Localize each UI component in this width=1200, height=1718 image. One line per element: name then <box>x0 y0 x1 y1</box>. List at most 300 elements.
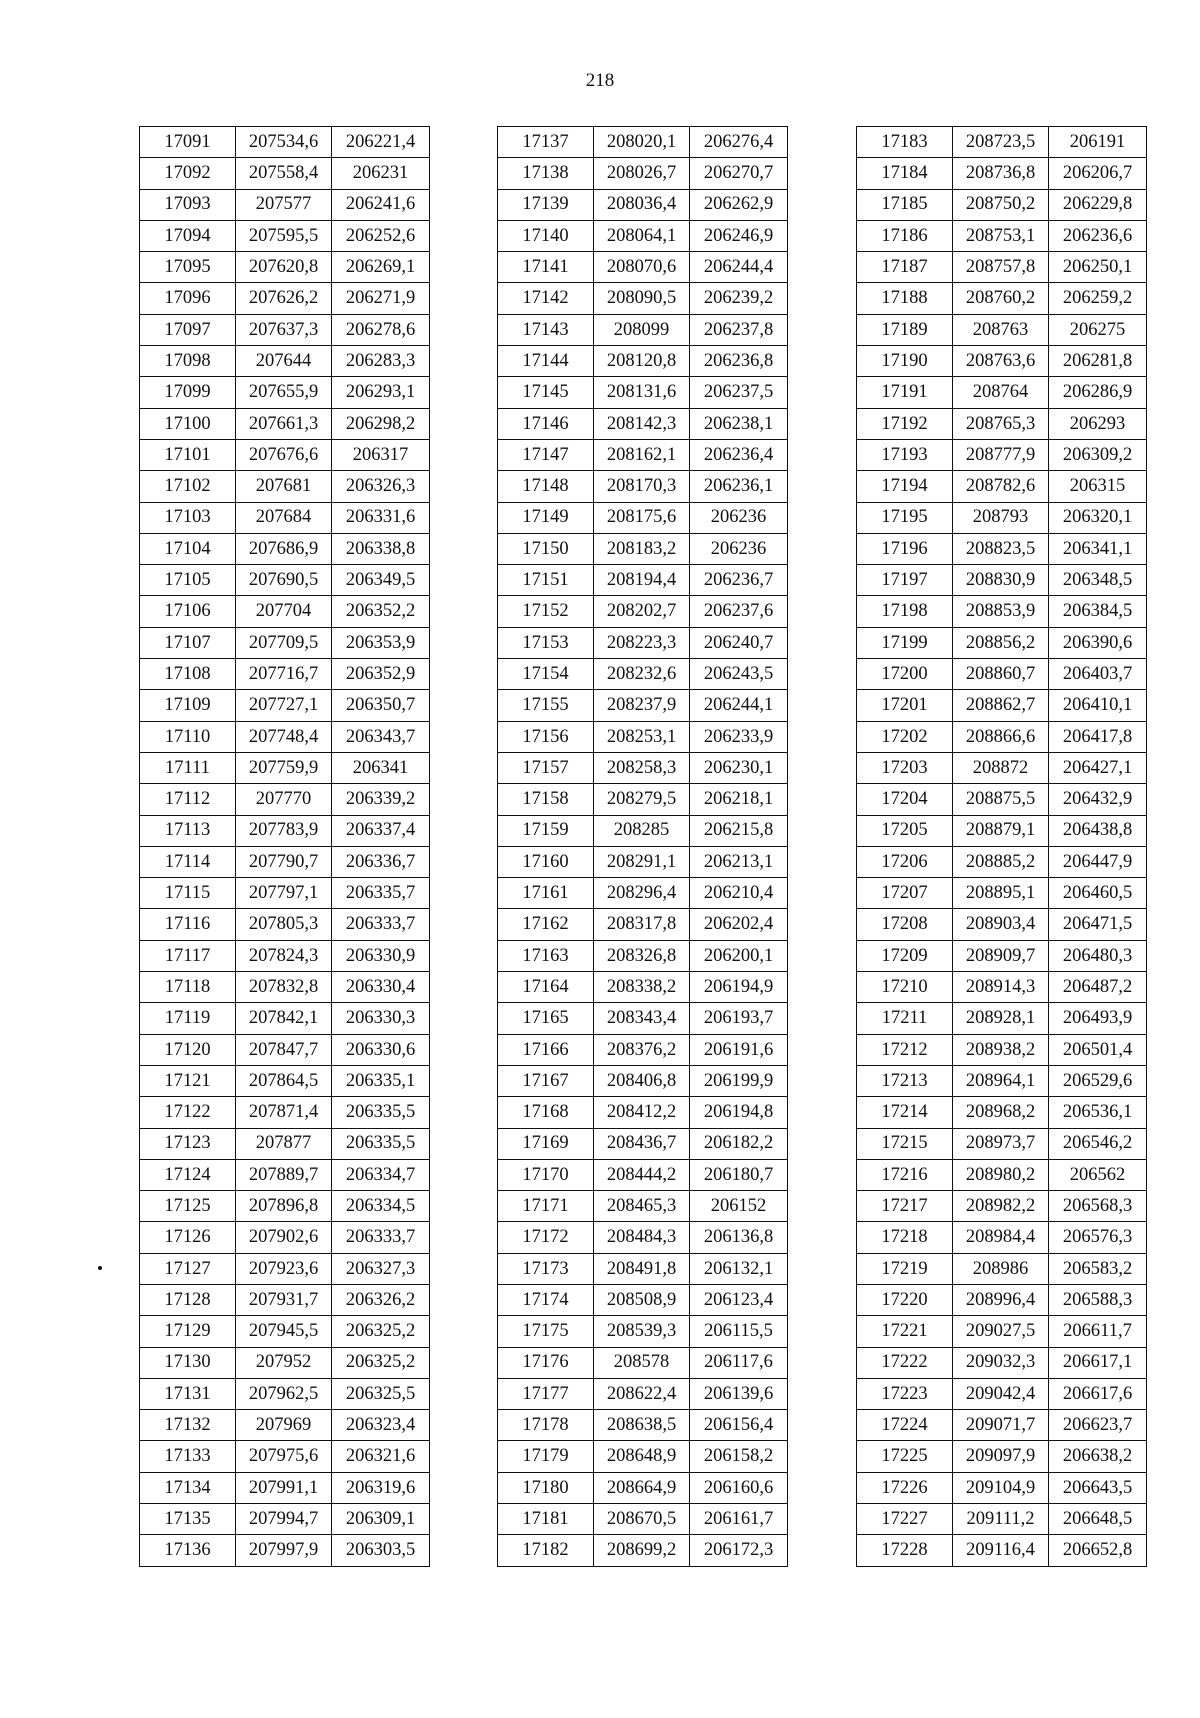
y-coordinate-cell: 206115,5 <box>690 1316 788 1347</box>
table-row <box>498 502 788 533</box>
table-row <box>857 1347 1147 1378</box>
table-row <box>857 346 1147 377</box>
table-row <box>140 1253 430 1284</box>
y-coordinate-cell: 206236,4 <box>690 439 788 470</box>
table-row <box>498 377 788 408</box>
x-coordinate-cell: 207655,9 <box>236 377 332 408</box>
x-coordinate-cell: 207931,7 <box>236 1284 332 1315</box>
point-number-cell: 17173 <box>498 1253 594 1284</box>
y-coordinate-cell: 206182,2 <box>690 1128 788 1159</box>
y-coordinate-cell: 206611,7 <box>1049 1316 1147 1347</box>
x-coordinate-cell: 208508,9 <box>594 1284 690 1315</box>
y-coordinate-cell: 206210,4 <box>690 878 788 909</box>
table-row <box>498 189 788 220</box>
x-coordinate-cell: 207716,7 <box>236 659 332 690</box>
point-number-cell: 17203 <box>857 752 953 783</box>
point-number-cell: 17204 <box>857 784 953 815</box>
point-number-cell: 17115 <box>140 878 236 909</box>
table-row <box>498 815 788 846</box>
table-row <box>498 846 788 877</box>
y-coordinate-cell: 206331,6 <box>332 502 430 533</box>
table-row <box>140 940 430 971</box>
x-coordinate-cell: 208823,5 <box>953 533 1049 564</box>
table-row <box>140 127 430 158</box>
x-coordinate-cell: 208317,8 <box>594 909 690 940</box>
x-coordinate-cell: 208853,9 <box>953 596 1049 627</box>
y-coordinate-cell: 206136,8 <box>690 1222 788 1253</box>
y-coordinate-cell: 206480,3 <box>1049 940 1147 971</box>
table-row <box>857 127 1147 158</box>
point-number-cell: 17186 <box>857 220 953 251</box>
table-row <box>857 1504 1147 1535</box>
x-coordinate-cell: 207644 <box>236 346 332 377</box>
table-row <box>857 377 1147 408</box>
y-coordinate-cell: 206237,8 <box>690 314 788 345</box>
y-coordinate-cell: 206236,8 <box>690 346 788 377</box>
point-number-cell: 17161 <box>498 878 594 909</box>
point-number-cell: 17177 <box>498 1378 594 1409</box>
y-coordinate-cell: 206236,1 <box>690 471 788 502</box>
y-coordinate-cell: 206326,3 <box>332 471 430 502</box>
point-number-cell: 17163 <box>498 940 594 971</box>
y-coordinate-cell: 206348,5 <box>1049 565 1147 596</box>
point-number-cell: 17194 <box>857 471 953 502</box>
point-number-cell: 17141 <box>498 252 594 283</box>
point-number-cell: 17223 <box>857 1378 953 1409</box>
y-coordinate-cell: 206353,9 <box>332 627 430 658</box>
table-row <box>857 408 1147 439</box>
x-coordinate-cell: 208412,2 <box>594 1097 690 1128</box>
x-coordinate-cell: 208982,2 <box>953 1191 1049 1222</box>
y-coordinate-cell: 206200,1 <box>690 940 788 971</box>
y-coordinate-cell: 206191 <box>1049 127 1147 158</box>
y-coordinate-cell: 206241,6 <box>332 189 430 220</box>
x-coordinate-cell: 208914,3 <box>953 972 1049 1003</box>
table-row <box>140 909 430 940</box>
table-row <box>140 189 430 220</box>
y-coordinate-cell: 206546,2 <box>1049 1128 1147 1159</box>
coordinates-table-2 <box>497 126 788 1567</box>
point-number-cell: 17135 <box>140 1504 236 1535</box>
y-coordinate-cell: 206202,4 <box>690 909 788 940</box>
point-number-cell: 17123 <box>140 1128 236 1159</box>
y-coordinate-cell: 206236,6 <box>1049 220 1147 251</box>
table-row <box>140 533 430 564</box>
x-coordinate-cell: 207686,9 <box>236 533 332 564</box>
y-coordinate-cell: 206352,9 <box>332 659 430 690</box>
point-number-cell: 17118 <box>140 972 236 1003</box>
x-coordinate-cell: 209032,3 <box>953 1347 1049 1378</box>
point-number-cell: 17162 <box>498 909 594 940</box>
x-coordinate-cell: 208175,6 <box>594 502 690 533</box>
table-row <box>857 220 1147 251</box>
point-number-cell: 17208 <box>857 909 953 940</box>
point-number-cell: 17112 <box>140 784 236 815</box>
point-number-cell: 17211 <box>857 1003 953 1034</box>
x-coordinate-cell: 207871,4 <box>236 1097 332 1128</box>
y-coordinate-cell: 206617,1 <box>1049 1347 1147 1378</box>
x-coordinate-cell: 207923,6 <box>236 1253 332 1284</box>
y-coordinate-cell: 206623,7 <box>1049 1410 1147 1441</box>
point-number-cell: 17101 <box>140 439 236 470</box>
x-coordinate-cell: 208909,7 <box>953 940 1049 971</box>
point-number-cell: 17150 <box>498 533 594 564</box>
table-row <box>140 1504 430 1535</box>
x-coordinate-cell: 208860,7 <box>953 659 1049 690</box>
x-coordinate-cell: 208879,1 <box>953 815 1049 846</box>
x-coordinate-cell: 207783,9 <box>236 815 332 846</box>
table-row <box>140 252 430 283</box>
x-coordinate-cell: 207902,6 <box>236 1222 332 1253</box>
x-coordinate-cell: 208343,4 <box>594 1003 690 1034</box>
x-coordinate-cell: 207790,7 <box>236 846 332 877</box>
x-coordinate-cell: 208036,4 <box>594 189 690 220</box>
point-number-cell: 17191 <box>857 377 953 408</box>
point-number-cell: 17108 <box>140 659 236 690</box>
x-coordinate-cell: 207896,8 <box>236 1191 332 1222</box>
y-coordinate-cell: 206194,8 <box>690 1097 788 1128</box>
table-row <box>498 1284 788 1315</box>
table-row <box>498 346 788 377</box>
x-coordinate-cell: 207709,5 <box>236 627 332 658</box>
table-row <box>140 471 430 502</box>
x-coordinate-cell: 208980,2 <box>953 1159 1049 1190</box>
point-number-cell: 17213 <box>857 1065 953 1096</box>
table-row <box>498 1003 788 1034</box>
x-coordinate-cell: 208020,1 <box>594 127 690 158</box>
point-number-cell: 17171 <box>498 1191 594 1222</box>
point-number-cell: 17124 <box>140 1159 236 1190</box>
table-row <box>498 784 788 815</box>
y-coordinate-cell: 206161,7 <box>690 1504 788 1535</box>
x-coordinate-cell: 208237,9 <box>594 690 690 721</box>
y-coordinate-cell: 206638,2 <box>1049 1441 1147 1472</box>
table-row <box>140 346 430 377</box>
table-row <box>857 1316 1147 1347</box>
x-coordinate-cell: 208996,4 <box>953 1284 1049 1315</box>
x-coordinate-cell: 208764 <box>953 377 1049 408</box>
table-row <box>857 1378 1147 1409</box>
x-coordinate-cell: 208763 <box>953 314 1049 345</box>
point-number-cell: 17129 <box>140 1316 236 1347</box>
y-coordinate-cell: 206152 <box>690 1191 788 1222</box>
y-coordinate-cell: 206236,7 <box>690 565 788 596</box>
table-row <box>498 596 788 627</box>
point-number-cell: 17127 <box>140 1253 236 1284</box>
table-row <box>140 1441 430 1472</box>
y-coordinate-cell: 206438,8 <box>1049 815 1147 846</box>
x-coordinate-cell: 208491,8 <box>594 1253 690 1284</box>
point-number-cell: 17137 <box>498 127 594 158</box>
x-coordinate-cell: 209042,4 <box>953 1378 1049 1409</box>
table-row <box>498 1347 788 1378</box>
x-coordinate-cell: 208070,6 <box>594 252 690 283</box>
table-row <box>140 752 430 783</box>
point-number-cell: 17212 <box>857 1034 953 1065</box>
table-row <box>498 533 788 564</box>
point-number-cell: 17102 <box>140 471 236 502</box>
y-coordinate-cell: 206160,6 <box>690 1472 788 1503</box>
point-number-cell: 17207 <box>857 878 953 909</box>
point-number-cell: 17221 <box>857 1316 953 1347</box>
point-number-cell: 17209 <box>857 940 953 971</box>
y-coordinate-cell: 206330,3 <box>332 1003 430 1034</box>
point-number-cell: 17200 <box>857 659 953 690</box>
table-row <box>140 1535 430 1566</box>
x-coordinate-cell: 207991,1 <box>236 1472 332 1503</box>
table-row <box>140 815 430 846</box>
y-coordinate-cell: 206427,1 <box>1049 752 1147 783</box>
table-row <box>857 815 1147 846</box>
x-coordinate-cell: 207889,7 <box>236 1159 332 1190</box>
table-row <box>498 252 788 283</box>
y-coordinate-cell: 206334,5 <box>332 1191 430 1222</box>
y-coordinate-cell: 206139,6 <box>690 1378 788 1409</box>
point-number-cell: 17111 <box>140 752 236 783</box>
y-coordinate-cell: 206221,4 <box>332 127 430 158</box>
point-number-cell: 17132 <box>140 1410 236 1441</box>
y-coordinate-cell: 206403,7 <box>1049 659 1147 690</box>
table-row <box>140 502 430 533</box>
x-coordinate-cell: 208928,1 <box>953 1003 1049 1034</box>
table-row <box>140 565 430 596</box>
point-number-cell: 17185 <box>857 189 953 220</box>
x-coordinate-cell: 208856,2 <box>953 627 1049 658</box>
y-coordinate-cell: 206303,5 <box>332 1535 430 1566</box>
x-coordinate-cell: 209071,7 <box>953 1410 1049 1441</box>
x-coordinate-cell: 208622,4 <box>594 1378 690 1409</box>
point-number-cell: 17155 <box>498 690 594 721</box>
table-row <box>857 596 1147 627</box>
y-coordinate-cell: 206252,6 <box>332 220 430 251</box>
x-coordinate-cell: 208223,3 <box>594 627 690 658</box>
y-coordinate-cell: 206335,5 <box>332 1128 430 1159</box>
point-number-cell: 17178 <box>498 1410 594 1441</box>
x-coordinate-cell: 209097,9 <box>953 1441 1049 1472</box>
table-row <box>140 1316 430 1347</box>
x-coordinate-cell: 208664,9 <box>594 1472 690 1503</box>
x-coordinate-cell: 207994,7 <box>236 1504 332 1535</box>
y-coordinate-cell: 206180,7 <box>690 1159 788 1190</box>
y-coordinate-cell: 206576,3 <box>1049 1222 1147 1253</box>
table-row <box>857 189 1147 220</box>
y-coordinate-cell: 206317 <box>332 439 430 470</box>
point-number-cell: 17198 <box>857 596 953 627</box>
table-row <box>498 314 788 345</box>
x-coordinate-cell: 208777,9 <box>953 439 1049 470</box>
table-row <box>140 878 430 909</box>
table-row <box>498 940 788 971</box>
x-coordinate-cell: 208258,3 <box>594 752 690 783</box>
point-number-cell: 17117 <box>140 940 236 971</box>
table-row <box>140 596 430 627</box>
table-row <box>140 283 430 314</box>
x-coordinate-cell: 208903,4 <box>953 909 1049 940</box>
y-coordinate-cell: 206319,6 <box>332 1472 430 1503</box>
point-number-cell: 17216 <box>857 1159 953 1190</box>
point-number-cell: 17189 <box>857 314 953 345</box>
point-number-cell: 17138 <box>498 158 594 189</box>
table-row <box>140 1222 430 1253</box>
x-coordinate-cell: 208465,3 <box>594 1191 690 1222</box>
point-number-cell: 17227 <box>857 1504 953 1535</box>
x-coordinate-cell: 207681 <box>236 471 332 502</box>
point-number-cell: 17119 <box>140 1003 236 1034</box>
y-coordinate-cell: 206335,1 <box>332 1065 430 1096</box>
y-coordinate-cell: 206330,4 <box>332 972 430 1003</box>
table-row <box>140 1003 430 1034</box>
y-coordinate-cell: 206390,6 <box>1049 627 1147 658</box>
table-row <box>857 690 1147 721</box>
x-coordinate-cell: 209027,5 <box>953 1316 1049 1347</box>
table-row <box>498 408 788 439</box>
y-coordinate-cell: 206384,5 <box>1049 596 1147 627</box>
point-number-cell: 17125 <box>140 1191 236 1222</box>
point-number-cell: 17182 <box>498 1535 594 1566</box>
y-coordinate-cell: 206244,4 <box>690 252 788 283</box>
y-coordinate-cell: 206341,1 <box>1049 533 1147 564</box>
table-row <box>857 1535 1147 1566</box>
x-coordinate-cell: 208763,6 <box>953 346 1049 377</box>
table-row <box>857 1253 1147 1284</box>
x-coordinate-cell: 208444,2 <box>594 1159 690 1190</box>
x-coordinate-cell: 207620,8 <box>236 252 332 283</box>
y-coordinate-cell: 206341 <box>332 752 430 783</box>
point-number-cell: 17225 <box>857 1441 953 1472</box>
point-number-cell: 17136 <box>140 1535 236 1566</box>
point-number-cell: 17110 <box>140 721 236 752</box>
point-number-cell: 17121 <box>140 1065 236 1096</box>
y-coordinate-cell: 206238,1 <box>690 408 788 439</box>
y-coordinate-cell: 206529,6 <box>1049 1065 1147 1096</box>
x-coordinate-cell: 208436,7 <box>594 1128 690 1159</box>
y-coordinate-cell: 206617,6 <box>1049 1378 1147 1409</box>
point-number-cell: 17154 <box>498 659 594 690</box>
table-row <box>498 1191 788 1222</box>
x-coordinate-cell: 208338,2 <box>594 972 690 1003</box>
y-coordinate-cell: 206293 <box>1049 408 1147 439</box>
point-number-cell: 17193 <box>857 439 953 470</box>
table-row <box>857 721 1147 752</box>
table-row <box>140 972 430 1003</box>
y-coordinate-cell: 206343,7 <box>332 721 430 752</box>
y-coordinate-cell: 206330,6 <box>332 1034 430 1065</box>
y-coordinate-cell: 206471,5 <box>1049 909 1147 940</box>
point-number-cell: 17165 <box>498 1003 594 1034</box>
x-coordinate-cell: 208765,3 <box>953 408 1049 439</box>
y-coordinate-cell: 206410,1 <box>1049 690 1147 721</box>
table-row <box>498 1316 788 1347</box>
y-coordinate-cell: 206349,5 <box>332 565 430 596</box>
y-coordinate-cell: 206276,4 <box>690 127 788 158</box>
table-row <box>140 377 430 408</box>
x-coordinate-cell: 207975,6 <box>236 1441 332 1472</box>
point-number-cell: 17126 <box>140 1222 236 1253</box>
point-number-cell: 17149 <box>498 502 594 533</box>
table-row <box>140 408 430 439</box>
y-coordinate-cell: 206325,2 <box>332 1347 430 1378</box>
x-coordinate-cell: 207797,1 <box>236 878 332 909</box>
x-coordinate-cell: 208131,6 <box>594 377 690 408</box>
table-row <box>140 659 430 690</box>
y-coordinate-cell: 206271,9 <box>332 283 430 314</box>
table-row <box>857 158 1147 189</box>
x-coordinate-cell: 208232,6 <box>594 659 690 690</box>
y-coordinate-cell: 206194,9 <box>690 972 788 1003</box>
table-row <box>498 127 788 158</box>
point-number-cell: 17215 <box>857 1128 953 1159</box>
y-coordinate-cell: 206333,7 <box>332 1222 430 1253</box>
y-coordinate-cell: 206583,2 <box>1049 1253 1147 1284</box>
x-coordinate-cell: 208866,6 <box>953 721 1049 752</box>
table-row <box>857 502 1147 533</box>
point-number-cell: 17152 <box>498 596 594 627</box>
x-coordinate-cell: 208885,2 <box>953 846 1049 877</box>
y-coordinate-cell: 206193,7 <box>690 1003 788 1034</box>
y-coordinate-cell: 206337,4 <box>332 815 430 846</box>
x-coordinate-cell: 207595,5 <box>236 220 332 251</box>
x-coordinate-cell: 208578 <box>594 1347 690 1378</box>
coordinates-table-3 <box>856 126 1147 1567</box>
table-row <box>498 1472 788 1503</box>
x-coordinate-cell: 208862,7 <box>953 690 1049 721</box>
x-coordinate-cell: 208120,8 <box>594 346 690 377</box>
y-coordinate-cell: 206283,3 <box>332 346 430 377</box>
point-number-cell: 17104 <box>140 533 236 564</box>
x-coordinate-cell: 207661,3 <box>236 408 332 439</box>
x-coordinate-cell: 208406,8 <box>594 1065 690 1096</box>
x-coordinate-cell: 207637,3 <box>236 314 332 345</box>
x-coordinate-cell: 208757,8 <box>953 252 1049 283</box>
y-coordinate-cell: 206236 <box>690 533 788 564</box>
point-number-cell: 17183 <box>857 127 953 158</box>
y-coordinate-cell: 206536,1 <box>1049 1097 1147 1128</box>
table-row <box>857 1003 1147 1034</box>
point-number-cell: 17134 <box>140 1472 236 1503</box>
point-number-cell: 17093 <box>140 189 236 220</box>
x-coordinate-cell: 208202,7 <box>594 596 690 627</box>
y-coordinate-cell: 206239,2 <box>690 283 788 314</box>
y-coordinate-cell: 206262,9 <box>690 189 788 220</box>
y-coordinate-cell: 206350,7 <box>332 690 430 721</box>
y-coordinate-cell: 206230,1 <box>690 752 788 783</box>
x-coordinate-cell: 207842,1 <box>236 1003 332 1034</box>
x-coordinate-cell: 207945,5 <box>236 1316 332 1347</box>
table-row <box>498 1504 788 1535</box>
table-row <box>140 1128 430 1159</box>
x-coordinate-cell: 208830,9 <box>953 565 1049 596</box>
table-row <box>498 1535 788 1566</box>
table-row <box>857 533 1147 564</box>
table-row <box>140 158 430 189</box>
x-coordinate-cell: 207864,5 <box>236 1065 332 1096</box>
point-number-cell: 17218 <box>857 1222 953 1253</box>
point-number-cell: 17120 <box>140 1034 236 1065</box>
point-number-cell: 17133 <box>140 1441 236 1472</box>
point-number-cell: 17148 <box>498 471 594 502</box>
point-number-cell: 17166 <box>498 1034 594 1065</box>
y-coordinate-cell: 206278,6 <box>332 314 430 345</box>
table-row <box>498 220 788 251</box>
point-number-cell: 17151 <box>498 565 594 596</box>
table-row <box>498 439 788 470</box>
point-number-cell: 17175 <box>498 1316 594 1347</box>
table-row <box>857 752 1147 783</box>
y-coordinate-cell: 206123,4 <box>690 1284 788 1315</box>
y-coordinate-cell: 206206,7 <box>1049 158 1147 189</box>
point-number-cell: 17192 <box>857 408 953 439</box>
x-coordinate-cell: 208194,4 <box>594 565 690 596</box>
